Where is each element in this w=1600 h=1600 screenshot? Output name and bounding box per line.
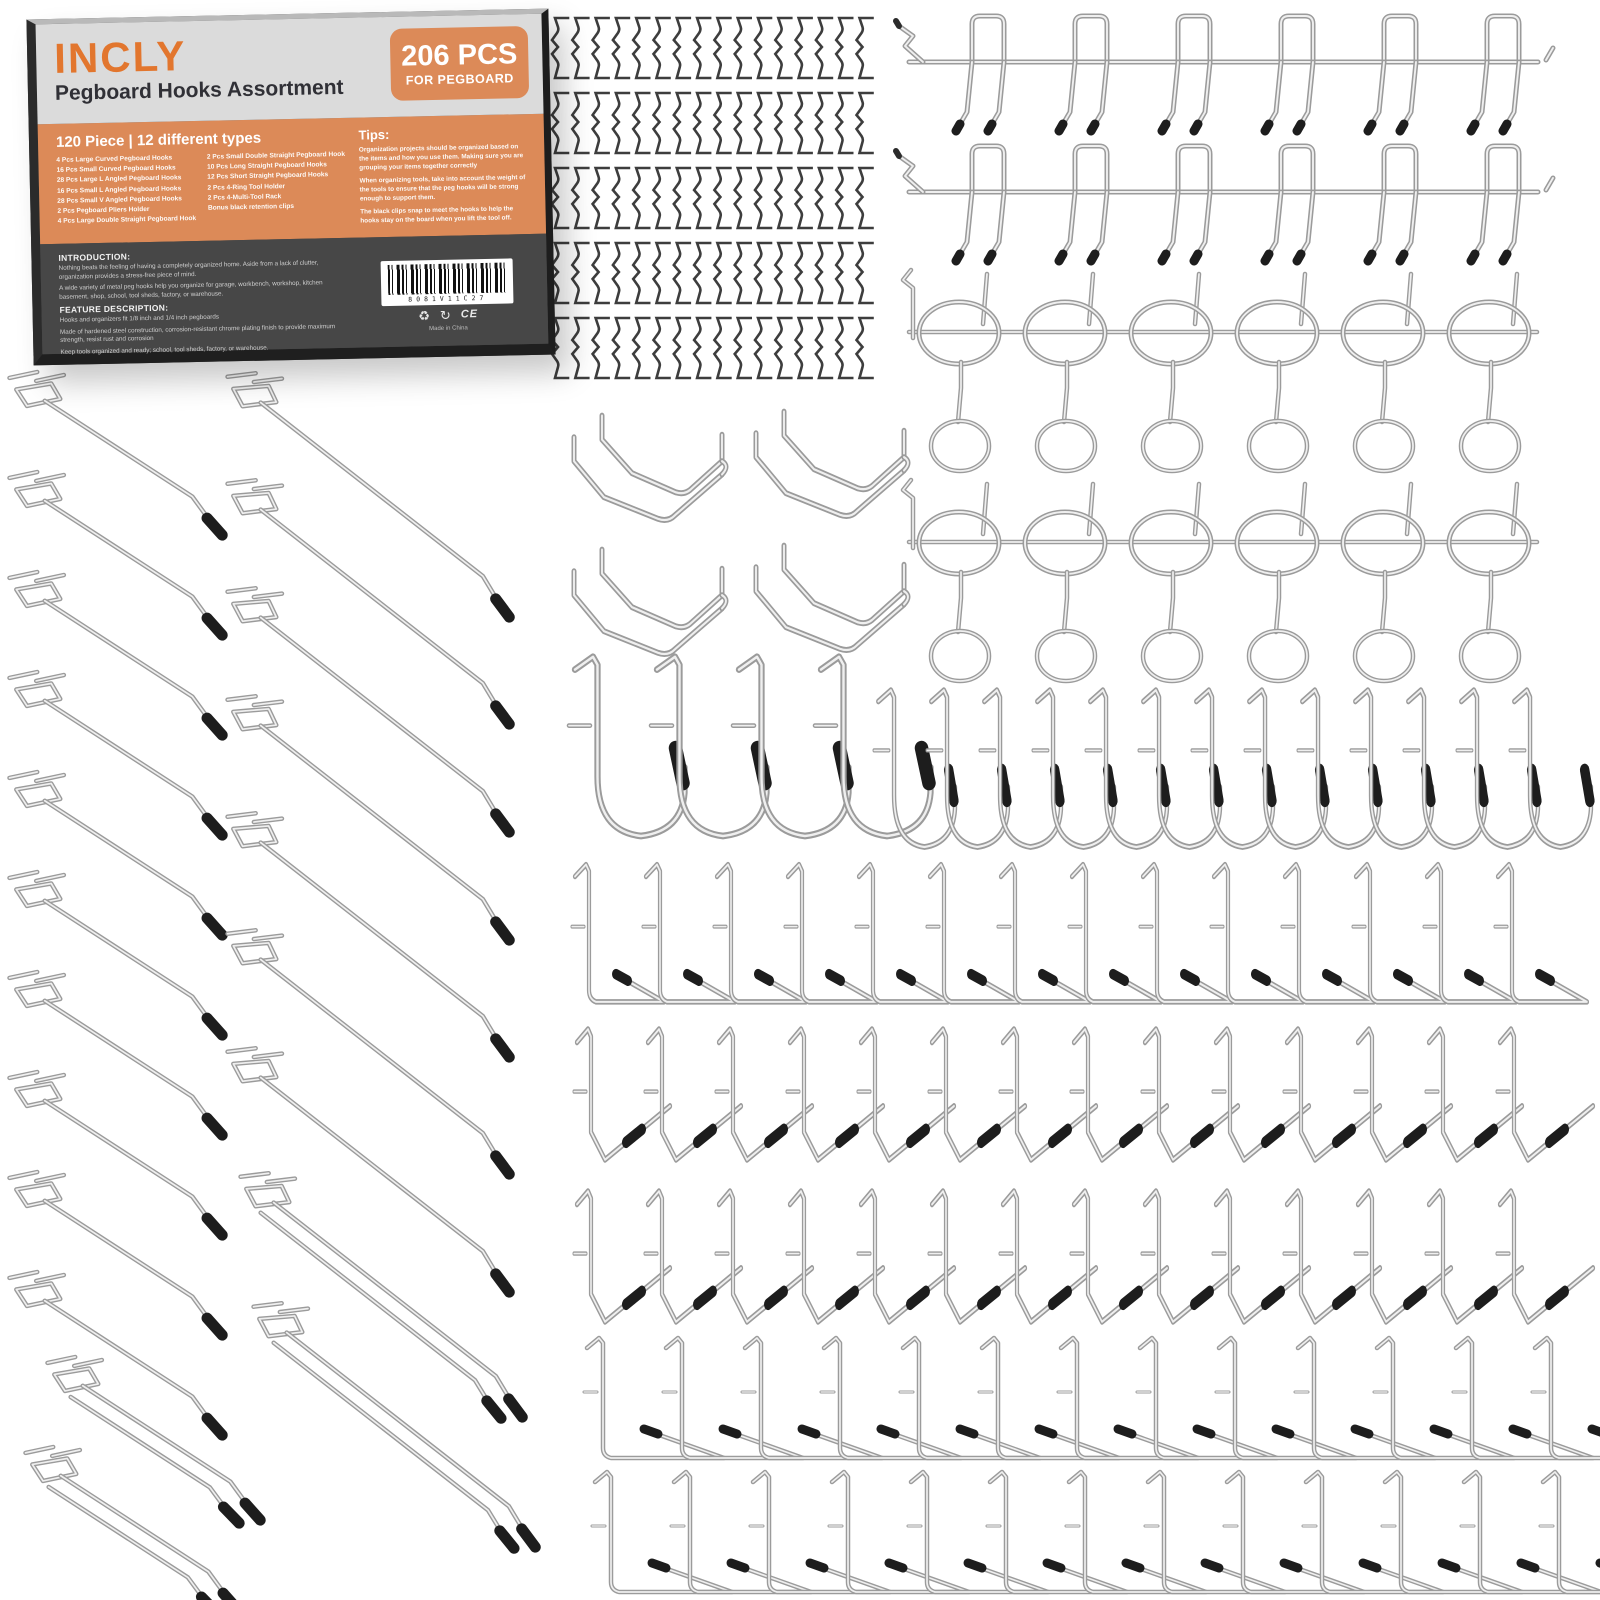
curved-j-hook <box>1298 690 1379 847</box>
list-item: Nothing beats the feeling of having a completely organized home. Aside from a lack of clutter, organization provides a stress-free piece of mind. <box>58 259 319 281</box>
ring-pair <box>1131 484 1211 681</box>
list-item: Bonus black retention clips <box>207 203 295 212</box>
retention-clip <box>694 18 710 78</box>
retention-clip <box>593 168 609 228</box>
retention-clip <box>613 18 629 78</box>
barcode-digits: 8081V11C27 <box>408 293 488 304</box>
retention-clip <box>714 318 730 378</box>
tips-list <box>359 143 530 226</box>
retention-clip <box>816 168 832 228</box>
retention-clip <box>572 243 588 303</box>
small-l-angled-hook <box>1495 865 1587 1002</box>
small-l-angled-hook <box>1069 865 1161 1002</box>
barcode-section <box>361 243 534 348</box>
list-item: 28 Pcs Small V Angled Pegboard Hooks <box>57 195 183 205</box>
curved-j-hook <box>569 657 685 836</box>
large-l-angled-hook <box>979 1338 1119 1458</box>
specs-column-2 <box>207 150 347 224</box>
retention-clip <box>816 18 832 78</box>
retention-clip <box>775 93 791 153</box>
long-straight-hook <box>218 792 539 1058</box>
long-straight-hook <box>1 1251 249 1435</box>
list-item: 2 Pcs 4-Ring Tool Holder <box>207 182 286 192</box>
curved-j-hook <box>1404 690 1485 847</box>
v-angled-hook <box>1213 1029 1309 1160</box>
v-angled-hook <box>1355 1029 1451 1160</box>
tool-rack-prong-pair <box>956 16 1004 131</box>
retention-clip <box>572 18 588 78</box>
tips-heading: Tips: <box>358 126 390 143</box>
small-l-angled-hook <box>1140 865 1232 1002</box>
long-straight-hook <box>1 851 249 1035</box>
curved-j-hook <box>651 657 767 836</box>
large-l-angled-hook <box>1216 1338 1356 1458</box>
v-angled-hook <box>1213 1191 1309 1322</box>
retention-clip <box>572 318 588 378</box>
large-l-angled-hook <box>1137 1338 1277 1458</box>
curved-bracket-hook <box>756 412 908 516</box>
retention-clip <box>674 18 690 78</box>
retention-clip <box>613 168 629 228</box>
retention-clip <box>613 318 629 378</box>
v-angled-hook <box>787 1191 883 1322</box>
retention-clip <box>593 243 609 303</box>
badge-subtitle: FOR PEGBOARD <box>405 70 514 88</box>
curved-j-hook <box>1351 690 1432 847</box>
retention-clip <box>836 168 852 228</box>
retention-clip <box>735 318 751 378</box>
v-angled-hook <box>1284 1191 1380 1322</box>
retention-clip <box>816 93 832 153</box>
green-dot-icon: ↻ <box>439 307 451 323</box>
ring-pair <box>1237 484 1317 681</box>
retention-clip <box>593 93 609 153</box>
v-angled-hook <box>1142 1191 1238 1322</box>
double-straight-hook <box>31 1336 287 1533</box>
barcode-bars <box>388 262 507 294</box>
retention-clip <box>775 243 791 303</box>
description-section <box>58 247 351 354</box>
box-dark-panel <box>40 234 548 355</box>
features-paragraphs <box>60 311 352 357</box>
long-straight-hook <box>1 1151 249 1335</box>
retention-clip <box>694 243 710 303</box>
box-orange-panel <box>38 114 546 245</box>
large-l-angled-hook <box>1382 1472 1522 1592</box>
tool-rack-prong-pair <box>956 146 1004 261</box>
long-straight-hook <box>1 751 249 935</box>
curved-j-hook <box>1245 690 1326 847</box>
curved-j-hook <box>1086 690 1167 847</box>
v-angled-hook <box>929 1191 1025 1322</box>
small-l-angled-hook <box>1353 865 1445 1002</box>
large-l-angled-hook <box>1461 1472 1600 1592</box>
retention-clip <box>694 168 710 228</box>
large-l-angled-hook <box>1303 1472 1443 1592</box>
retention-clip <box>796 168 812 228</box>
small-l-angled-hook <box>714 865 806 1002</box>
list-item: 16 Pcs Small Curved Pegboard Hooks <box>56 164 176 175</box>
recycle-icon: ♻ <box>418 307 431 323</box>
ring-pair <box>1449 484 1529 681</box>
v-angled-hook <box>1142 1029 1238 1160</box>
tips-section <box>358 124 530 238</box>
retention-clip <box>714 168 730 228</box>
v-angled-hook <box>1071 1029 1167 1160</box>
retention-clip <box>572 93 588 153</box>
retention-clip <box>816 318 832 378</box>
retention-clip <box>775 168 791 228</box>
retention-clip <box>796 243 812 303</box>
tool-rack-prong-pair <box>1162 146 1210 261</box>
retention-clip <box>735 93 751 153</box>
retention-clip <box>572 168 588 228</box>
curved-j-hook <box>1457 690 1538 847</box>
v-angled-hook <box>929 1029 1025 1160</box>
specs-section <box>56 128 347 244</box>
ring-pair <box>1131 274 1211 471</box>
list-item: 2 Pcs Pegboard Pliers Holder <box>57 206 150 215</box>
ring-pair <box>919 274 999 471</box>
list-item: Made of hardened steel construction, corrosion-resistant chrome plating finish to provide maximum strength, resist rust and corrosion <box>59 322 336 344</box>
long-straight-hook <box>1 951 249 1135</box>
large-l-angled-hook <box>908 1472 1048 1592</box>
retention-clip <box>857 18 873 78</box>
large-l-angled-hook <box>1224 1472 1364 1592</box>
v-angled-hook <box>574 1029 670 1160</box>
ring-pair <box>1025 274 1105 471</box>
retention-clip <box>694 318 710 378</box>
v-angled-hook <box>787 1029 883 1160</box>
curved-bracket-hook <box>574 550 726 654</box>
curved-j-hook <box>1033 690 1114 847</box>
ring-pair <box>1025 484 1105 681</box>
v-angled-hook <box>716 1191 812 1322</box>
v-angled-hook <box>1497 1191 1593 1322</box>
large-l-angled-hook <box>750 1472 890 1592</box>
large-l-angled-hook <box>829 1472 969 1592</box>
specs-column-1 <box>56 153 196 227</box>
small-l-angled-hook <box>1282 865 1374 1002</box>
v-angled-hook <box>1000 1191 1096 1322</box>
intro-heading: INTRODUCTION: <box>58 251 131 263</box>
tool-rack-prong-pair <box>1368 16 1416 131</box>
retention-clip <box>593 18 609 78</box>
retention-clip <box>674 93 690 153</box>
retention-clip <box>552 243 568 303</box>
retention-clip <box>654 243 670 303</box>
large-l-angled-hook <box>742 1338 882 1458</box>
box-top-panel <box>36 14 544 125</box>
retention-clip <box>694 93 710 153</box>
retention-clip <box>857 318 873 378</box>
brand-logo: INCLY <box>53 32 187 82</box>
retention-clip <box>836 243 852 303</box>
ring-pair <box>1237 274 1317 471</box>
list-item: 4 Pcs Large Double Straight Pegboard Hook <box>57 215 197 226</box>
retention-clip <box>857 93 873 153</box>
multi-tool-rack <box>896 16 1553 131</box>
v-angled-hook <box>1071 1191 1167 1322</box>
ring-pair <box>1343 274 1423 471</box>
v-angled-hook <box>716 1029 812 1160</box>
retention-clip <box>796 93 812 153</box>
retention-clip <box>674 243 690 303</box>
ce-mark: CE <box>460 308 479 321</box>
retention-clip <box>633 18 649 78</box>
small-l-angled-hook <box>856 865 948 1002</box>
retention-clip <box>552 18 568 78</box>
retention-clip <box>552 93 568 153</box>
badge-count: 206 PCS <box>400 37 518 73</box>
list-item: 12 Pcs Short Straight Pegboard Hooks <box>207 171 329 182</box>
retention-clip <box>735 243 751 303</box>
tool-rack-prong-pair <box>1265 16 1313 131</box>
curved-j-hook <box>1139 690 1220 847</box>
retention-clip <box>816 243 832 303</box>
v-angled-hook <box>574 1191 670 1322</box>
curved-j-hook <box>733 657 849 836</box>
retention-clip <box>755 93 771 153</box>
retention-clip <box>775 18 791 78</box>
barcode <box>381 258 514 306</box>
large-l-angled-hook <box>671 1472 811 1592</box>
retention-clip <box>775 318 791 378</box>
retention-clip <box>633 243 649 303</box>
v-angled-hook <box>1426 1191 1522 1322</box>
tool-rack-prong-pair <box>1162 16 1210 131</box>
long-straight-hook <box>1 351 249 535</box>
v-angled-hook <box>1497 1029 1593 1160</box>
specs-heading: 120 Piece | 12 different types <box>55 129 262 151</box>
tool-rack-prong-pair <box>1059 16 1107 131</box>
large-l-angled-hook <box>1295 1338 1435 1458</box>
tool-rack-prong-pair <box>1265 146 1313 261</box>
long-straight-hook <box>218 909 539 1175</box>
large-l-angled-hook <box>1145 1472 1285 1592</box>
tool-rack-prong-pair <box>1368 146 1416 261</box>
retention-clip <box>735 168 751 228</box>
small-l-angled-hook <box>785 865 877 1002</box>
curved-bracket-hook <box>574 416 726 520</box>
retention-clip <box>857 168 873 228</box>
curved-j-hook <box>1510 690 1591 847</box>
retention-clip <box>633 318 649 378</box>
retention-clip <box>613 243 629 303</box>
small-l-angled-hook <box>927 865 1019 1002</box>
small-l-angled-hook <box>1424 865 1516 1002</box>
list-item: Keep tools organized and ready; school, tool sheds, factory, or warehouse. <box>60 344 269 356</box>
made-in-label: Made in China <box>429 324 468 332</box>
curved-j-hook <box>980 690 1061 847</box>
retention-clip <box>613 93 629 153</box>
retention-clip <box>714 243 730 303</box>
large-l-angled-hook <box>1066 1472 1206 1592</box>
large-l-angled-hook <box>1374 1338 1514 1458</box>
retention-clip <box>755 18 771 78</box>
v-angled-hook <box>858 1029 954 1160</box>
large-l-angled-hook <box>592 1472 732 1592</box>
list-item: 2 Pcs Small Double Straight Pegboard Hook <box>206 150 346 161</box>
retention-clip <box>654 168 670 228</box>
black-retention-clip-grid <box>552 18 873 378</box>
curved-j-hook <box>815 657 931 836</box>
retention-clip <box>857 243 873 303</box>
tool-rack-prong-pair <box>1059 146 1107 261</box>
list-item: Hooks and organizers fit 1/8 inch and 1/4 inch pegboards <box>59 313 220 324</box>
list-item: 16 Pcs Small L Angled Pegboard Hooks <box>56 184 182 195</box>
retention-clip <box>836 318 852 378</box>
retention-clip <box>654 93 670 153</box>
large-l-angled-hook <box>1453 1338 1593 1458</box>
retention-clip <box>796 318 812 378</box>
features-heading: FEATURE DESCRIPTION: <box>59 302 169 315</box>
retention-clip <box>633 93 649 153</box>
tool-rack-prong-pair <box>1471 16 1519 131</box>
list-item: The black clips snap to meet the hooks to help the hooks stay on the board when you lift the tool off. <box>360 205 514 225</box>
curved-j-hook <box>1192 690 1273 847</box>
v-angled-hook <box>645 1191 741 1322</box>
list-item: 10 Pcs Long Straight Pegboard Hooks <box>206 161 327 171</box>
list-item: When organizing tools, take into account the weight of the tools to ensure that the peg hooks will be strong enough to support them. <box>359 173 526 203</box>
v-angled-hook <box>1000 1029 1096 1160</box>
long-straight-hook <box>1 651 249 835</box>
list-item: 2 Pcs 4-Multi-Tool Rack <box>207 193 282 202</box>
retention-clip <box>714 18 730 78</box>
v-angled-hook <box>645 1029 741 1160</box>
small-l-angled-hook <box>1211 865 1303 1002</box>
retention-clip <box>674 318 690 378</box>
long-straight-hook <box>218 352 539 618</box>
v-angled-hook <box>1355 1191 1451 1322</box>
retention-clip <box>836 18 852 78</box>
large-l-angled-hook <box>663 1338 803 1458</box>
list-item: Organization projects should be organized based on the items and how you use them. Making sure you are grouping your items together correctly <box>358 143 524 172</box>
v-angled-hook <box>1426 1029 1522 1160</box>
ring-pair <box>919 484 999 681</box>
retention-clip <box>836 93 852 153</box>
v-angled-hook <box>1284 1029 1380 1160</box>
intro-paragraphs <box>59 259 351 302</box>
long-straight-hook <box>1 1051 249 1235</box>
retention-clip <box>755 168 771 228</box>
large-l-angled-hook <box>1058 1338 1198 1458</box>
product-box <box>26 9 555 366</box>
retention-clip <box>552 168 568 228</box>
large-l-angled-hook <box>987 1472 1127 1592</box>
list-item: 4 Pcs Large Curved Pegboard Hooks <box>56 154 173 164</box>
curved-j-hook <box>927 690 1008 847</box>
multi-tool-rack <box>896 146 1553 261</box>
retention-clip <box>633 168 649 228</box>
list-item: A wide variety of metal peg hooks help you organize for garage, workbench, workshop, kitchen basement, shop, school, tool sheds, factory, or warehouse. <box>58 279 323 301</box>
retention-clip <box>654 318 670 378</box>
retention-clip <box>714 93 730 153</box>
retention-clip <box>654 18 670 78</box>
small-l-angled-hook <box>643 865 735 1002</box>
small-l-angled-hook <box>998 865 1090 1002</box>
small-l-angled-hook <box>572 865 664 1002</box>
retention-clip <box>735 18 751 78</box>
list-item: 28 Pcs Large L Angled Pegboard Hooks <box>56 174 182 185</box>
product-title: Pegboard Hooks Assortment <box>54 75 344 105</box>
retention-clip <box>755 243 771 303</box>
ring-pair <box>1343 484 1423 681</box>
retention-clip <box>796 18 812 78</box>
long-straight-hook <box>1 551 249 735</box>
retention-clip <box>755 318 771 378</box>
long-straight-hook <box>218 1027 539 1293</box>
large-l-angled-hook <box>900 1338 1040 1458</box>
retention-clip <box>674 168 690 228</box>
ring-tool-holder <box>903 480 1537 681</box>
retention-clip <box>593 318 609 378</box>
long-straight-hook <box>1 451 249 635</box>
v-angled-hook <box>858 1191 954 1322</box>
ring-tool-holder <box>903 270 1537 471</box>
piece-count-badge <box>390 26 529 101</box>
curved-bracket-hook <box>756 546 908 650</box>
large-l-angled-hook <box>584 1338 724 1458</box>
large-l-angled-hook <box>821 1338 961 1458</box>
ring-pair <box>1449 274 1529 471</box>
tool-rack-prong-pair <box>1471 146 1519 261</box>
